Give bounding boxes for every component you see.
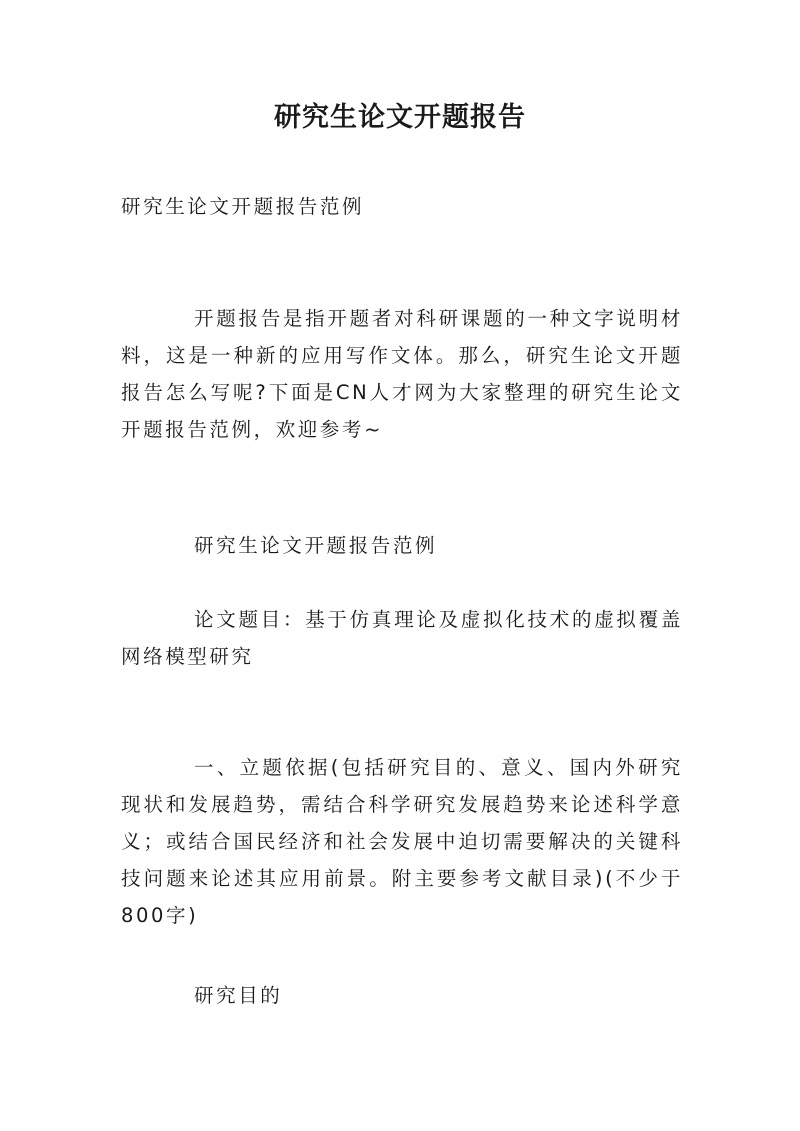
document-title: 研究生论文开题报告 [274,102,526,133]
research-purpose-heading: 研究目的 [194,984,283,1007]
intro-paragraph: 开题报告是指开题者对科研课题的一种文字说明材料，这是一种新的应用写作文体。那么，研究生论文开题报告怎么写呢?下面是CN人才网为大家整理的研究生论文开题报告范例，欢迎参考~ [121,307,683,441]
basis-paragraph: 一、立题依据(包括研究目的、意义、国内外研究现状和发展趋势，需结合科学研究发展趋势来论述科学意义；或结合国民经济和社会发展中迫切需要解决的关键科技问题来论述其应用前景。附主要参考文献目录)(不少于800字) [121,756,683,927]
thesis-title-paragraph: 论文题目：基于仿真理论及虚拟化技术的虚拟覆盖网络模型研究 [121,608,683,668]
section-heading-paragraph: 研究生论文开题报告范例 [194,534,438,557]
subtitle-paragraph: 研究生论文开题报告范例 [121,195,365,218]
